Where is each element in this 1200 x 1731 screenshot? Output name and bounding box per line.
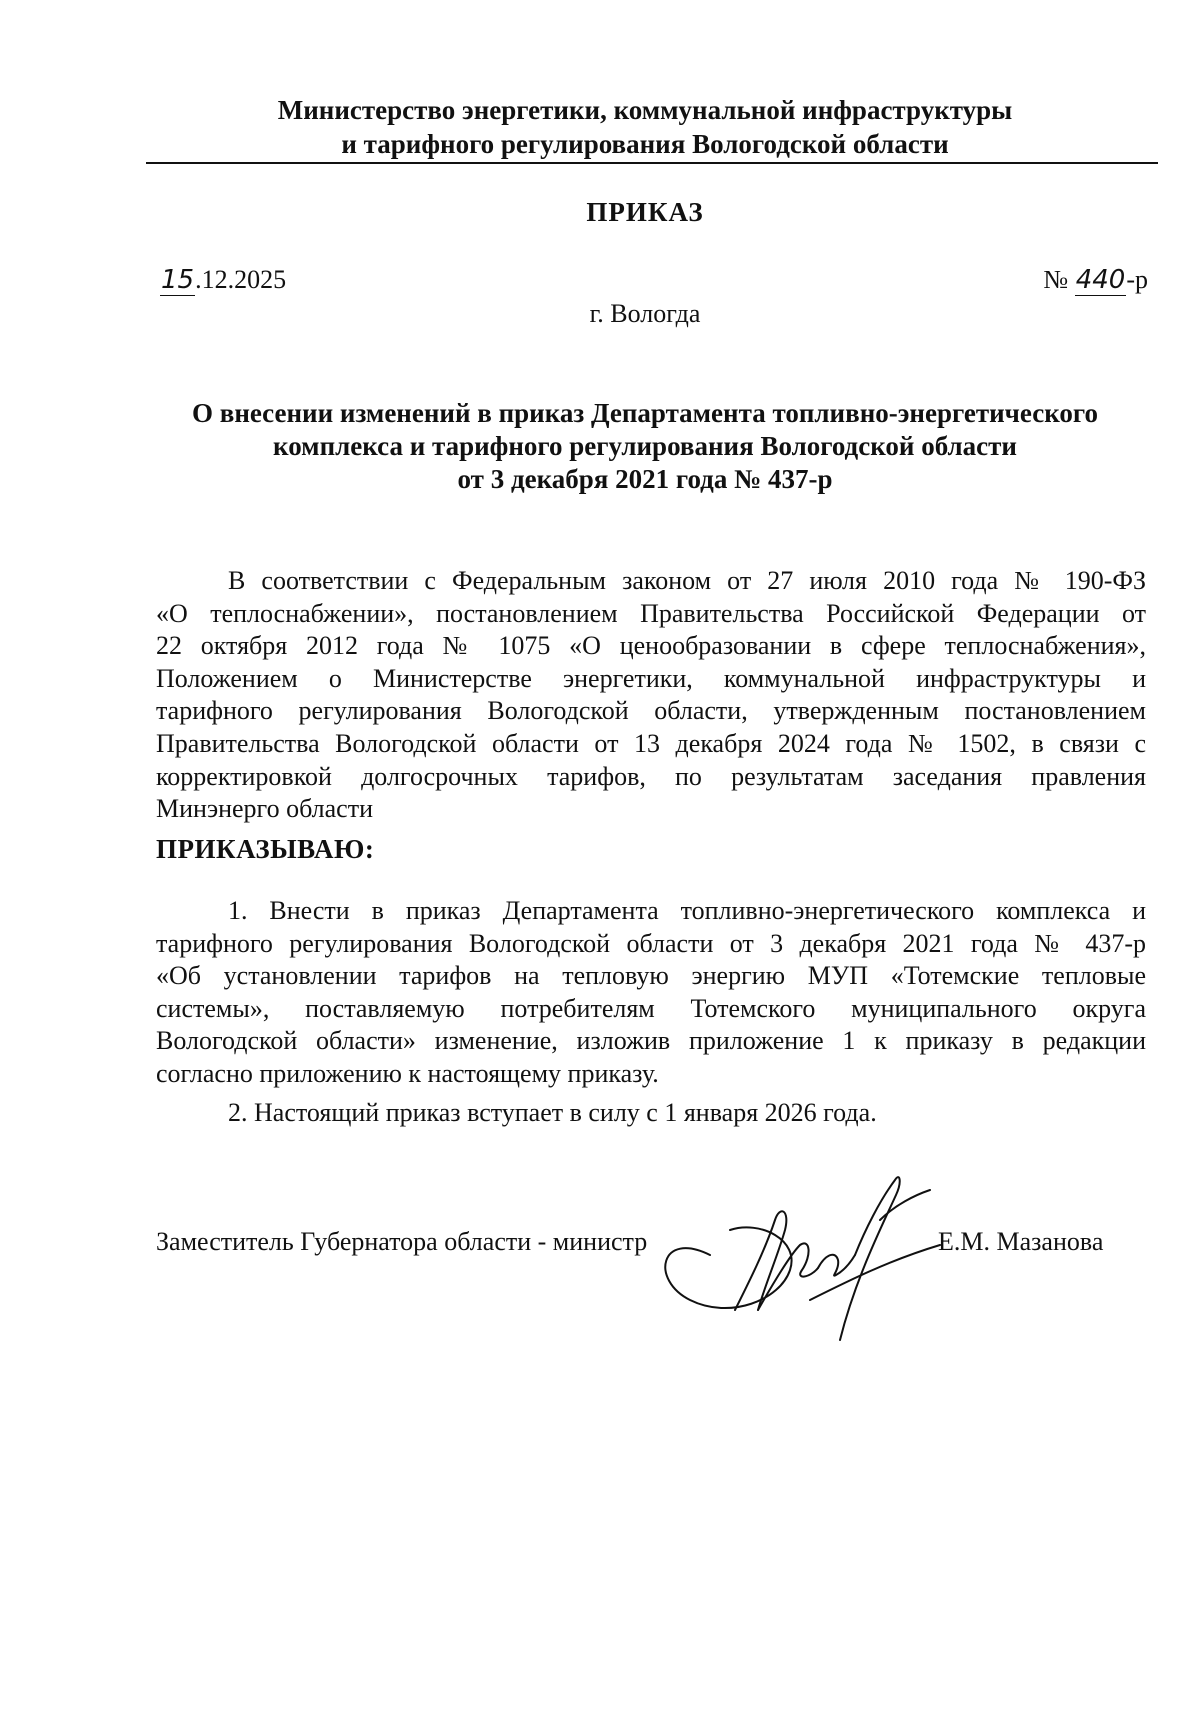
order-word: ПРИКАЗЫВАЮ: xyxy=(156,834,375,864)
header-divider xyxy=(146,162,1158,164)
signatory-name: Е.М. Мазанова xyxy=(938,1227,1104,1256)
number-suffix: -р xyxy=(1126,265,1148,294)
document-type: ПРИКАЗ xyxy=(586,197,704,227)
item1-line: 1. Внести в приказ Департамента топливно-энергетического комплекса и xyxy=(228,896,1146,925)
item1-line: тарифного регулирования Вологодской области от 3 декабря 2021 года № 437-р xyxy=(156,928,1146,958)
preamble-line: Минэнерго области xyxy=(156,794,373,824)
document-number xyxy=(1043,265,1148,295)
item1-line: согласно приложению к настоящему приказу. xyxy=(156,1058,659,1088)
item1-line: Вологодской области» изменение, изложив приложение 1 к приказу в редакции xyxy=(156,1026,1146,1056)
preamble-line: корректировкой долгосрочных тарифов, по результатам заседания правления xyxy=(156,761,1146,791)
signatory-title: Заместитель Губернатора области - министр xyxy=(156,1227,648,1256)
preamble-line: Положением о Министерстве энергетики, коммунальной инфраструктуры и xyxy=(156,663,1146,693)
subject-line-3: от 3 декабря 2021 года № 437-р xyxy=(457,464,833,494)
preamble-line: тарифного регулирования Вологодской области, утвержденным постановлением xyxy=(156,696,1146,726)
preamble-paragraph xyxy=(156,565,1146,826)
handwritten-signature xyxy=(640,1160,980,1360)
ministry-line-1: Министерство энергетики, коммунальной инфраструктуры xyxy=(277,95,1013,125)
number-handwritten: 440 xyxy=(1075,265,1126,295)
preamble-line: «О теплоснабжении», постановлением Правительства Российской Федерации от xyxy=(156,598,1146,628)
item1-line: «Об установлении тарифов на тепловую энергию МУП «Тотемские тепловые xyxy=(156,961,1146,991)
ministry-line-2: и тарифного регулирования Вологодской области xyxy=(341,129,949,159)
date-rest: .12.2025 xyxy=(195,265,287,294)
subject-line-2: комплекса и тарифного регулирования Вологодской области xyxy=(273,431,1017,461)
preamble-line: Правительства Вологодской области от 13 декабря 2024 года № 1502, в связи с xyxy=(156,728,1146,758)
document-subject xyxy=(140,397,1150,496)
document-city: г. Вологда xyxy=(589,299,701,328)
document-date xyxy=(160,265,286,295)
preamble-line: 22 октября 2012 года № 1075 «О ценообразовании в сфере теплоснабжения», xyxy=(156,631,1146,661)
ministry-header xyxy=(140,93,1150,161)
number-prefix: № xyxy=(1043,265,1069,294)
item2-line: 2. Настоящий приказ вступает в силу с 1 января 2026 года. xyxy=(228,1098,877,1127)
subject-line-1: О внесении изменений в приказ Департамента топливно-энергетического xyxy=(191,398,1098,428)
order-item-1 xyxy=(156,895,1146,1091)
item1-line: системы», поставляемую потребителям Тотемского муниципального округа xyxy=(156,993,1146,1023)
preamble-line: В соответствии с Федеральным законом от 27 июля 2010 года № 190-ФЗ xyxy=(228,566,1146,595)
date-day-handwritten: 15 xyxy=(161,265,195,295)
order-item-2 xyxy=(228,1097,1148,1130)
